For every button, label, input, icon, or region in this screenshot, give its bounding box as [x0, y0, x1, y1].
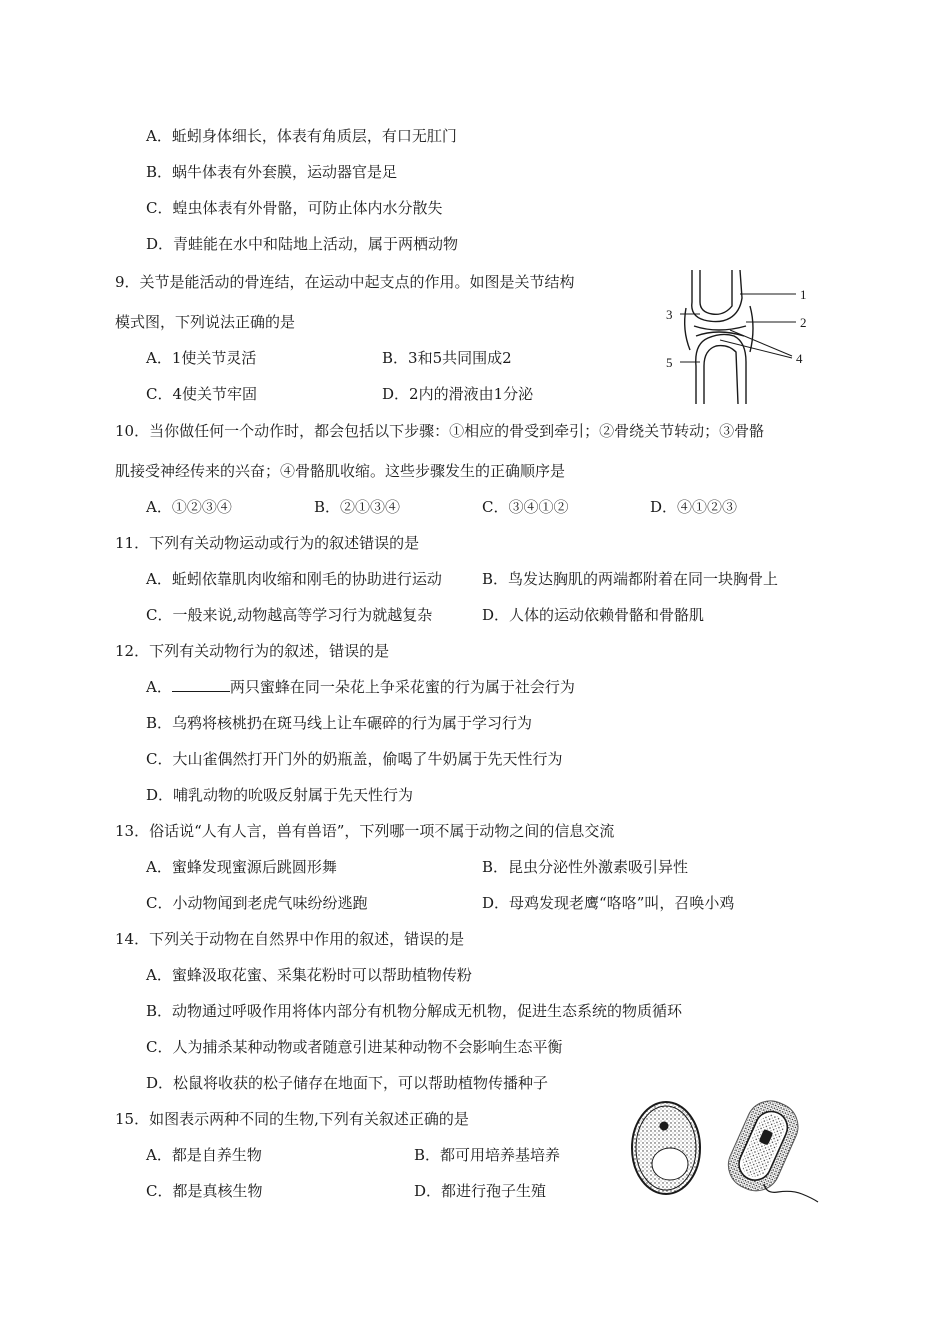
- flagellum: [764, 1184, 818, 1202]
- q14-option-a: A．蜜蜂汲取花蜜、采集花粉时可以帮助植物传粉: [146, 966, 472, 984]
- joint-structure-diagram: [660, 266, 820, 406]
- q8-option-c: C．蝗虫体表有外骨骼，可防止体内水分散失: [146, 199, 443, 217]
- q13-option-c: C．小动物闻到老虎气味纷纷逃跑: [146, 894, 368, 912]
- q11-option-a: A．蚯蚓依靠肌肉收缩和刚毛的协助进行运动: [146, 570, 442, 588]
- answer-blank: [172, 677, 230, 692]
- q8-option-b: B．蜗牛体表有外套膜，运动器官是足: [146, 163, 398, 181]
- q9-option-b: B．3和5共同围成2: [382, 349, 512, 367]
- q9-option-d: D．2内的滑液由1分泌: [382, 385, 534, 403]
- q10-option-c: C．③④①②: [482, 498, 569, 516]
- joint-label-1: 1: [800, 287, 807, 302]
- q12-option-b: B．乌鸦将核桃扔在斑马线上让车碾碎的行为属于学习行为: [146, 714, 533, 732]
- q10-option-b: B．②①③④: [314, 498, 401, 516]
- q10-option-a: A．①②③④: [146, 498, 232, 516]
- q8-option-d: D．青蛙能在水中和陆地上活动，属于两栖动物: [146, 235, 459, 253]
- q8-option-a: A．蚯蚓身体细长，体表有角质层，有口无肛门: [146, 127, 457, 145]
- q14-stem: 14．下列关于动物在自然界中作用的叙述，错误的是: [115, 930, 465, 948]
- joint-label-3: 3: [666, 307, 673, 322]
- joint-label-2: 2: [800, 315, 807, 330]
- q9-stem-line1: 9．关节是能活动的骨连结，在运动中起支点的作用。如图是关节结构: [115, 273, 575, 291]
- q15-option-d: D．都进行孢子生殖: [414, 1182, 547, 1200]
- q12-option-a: [146, 677, 575, 697]
- q9-stem-line2: 模式图，下列说法正确的是: [115, 313, 296, 331]
- q11-option-d: D．人体的运动依赖骨骼和骨骼肌: [482, 606, 705, 624]
- two-organisms-figure: [626, 1094, 822, 1204]
- q12-stem: 12．下列有关动物行为的叙述，错误的是: [115, 642, 390, 660]
- q13-option-d: D．母鸡发现老鹰“咯咯”叫，召唤小鸡: [482, 894, 735, 912]
- q15-option-c: C．都是真核生物: [146, 1182, 263, 1200]
- q12-option-a-prefix: A．: [146, 678, 172, 696]
- q12-option-d: D．哺乳动物的吮吸反射属于先天性行为: [146, 786, 414, 804]
- joint-label-5: 5: [666, 355, 673, 370]
- q14-option-b: B．动物通过呼吸作用将体内部分有机物分解成无机物，促进生态系统的物质循环: [146, 1002, 683, 1020]
- q9-option-c: C．4使关节牢固: [146, 385, 258, 403]
- q9-option-a: A．1使关节灵活: [146, 349, 257, 367]
- q12-option-c: C．大山雀偶然打开门外的奶瓶盖，偷喝了牛奶属于先天性行为: [146, 750, 563, 768]
- q14-option-c: C．人为捕杀某种动物或者随意引进某种动物不会影响生态平衡: [146, 1038, 563, 1056]
- q14-option-d: D．松鼠将收获的松子储存在地面下，可以帮助植物传播种子: [146, 1074, 549, 1092]
- bacterium-cell: [721, 1094, 806, 1198]
- joint-label-4: 4: [796, 351, 803, 366]
- q12-option-a-text: 两只蜜蜂在同一朵花上争采花蜜的行为属于社会行为: [229, 678, 575, 696]
- q13-option-a: A．蜜蜂发现蜜源后跳圆形舞: [146, 858, 337, 876]
- q11-option-b: B．鸟发达胸肌的两端都附着在同一块胸骨上: [482, 570, 779, 588]
- q10-stem-line1: 10．当你做任何一个动作时，都会包括以下步骤：①相应的骨受到牵引；②骨绕关节转动；③骨骼: [115, 422, 765, 440]
- q15-option-a: A．都是自养生物: [146, 1146, 262, 1164]
- q15-stem: 15．如图表示两种不同的生物,下列有关叙述正确的是: [115, 1110, 469, 1128]
- q10-option-d: D．④①②③: [650, 498, 738, 516]
- yeast-cell: [632, 1102, 700, 1194]
- q11-stem: 11．下列有关动物运动或行为的叙述错误的是: [115, 534, 420, 552]
- q13-option-b: B．昆虫分泌性外激素吸引异性: [482, 858, 689, 876]
- q13-stem: 13．俗话说“人有人言，兽有兽语”，下列哪一项不属于动物之间的信息交流: [115, 822, 615, 840]
- q10-stem-line2: 肌接受神经传来的兴奋；④骨骼肌收缩。这些步骤发生的正确顺序是: [115, 462, 566, 480]
- q11-option-c: C．一般来说,动物越高等学习行为就越复杂: [146, 606, 433, 624]
- q15-option-b: B．都可用培养基培养: [414, 1146, 561, 1164]
